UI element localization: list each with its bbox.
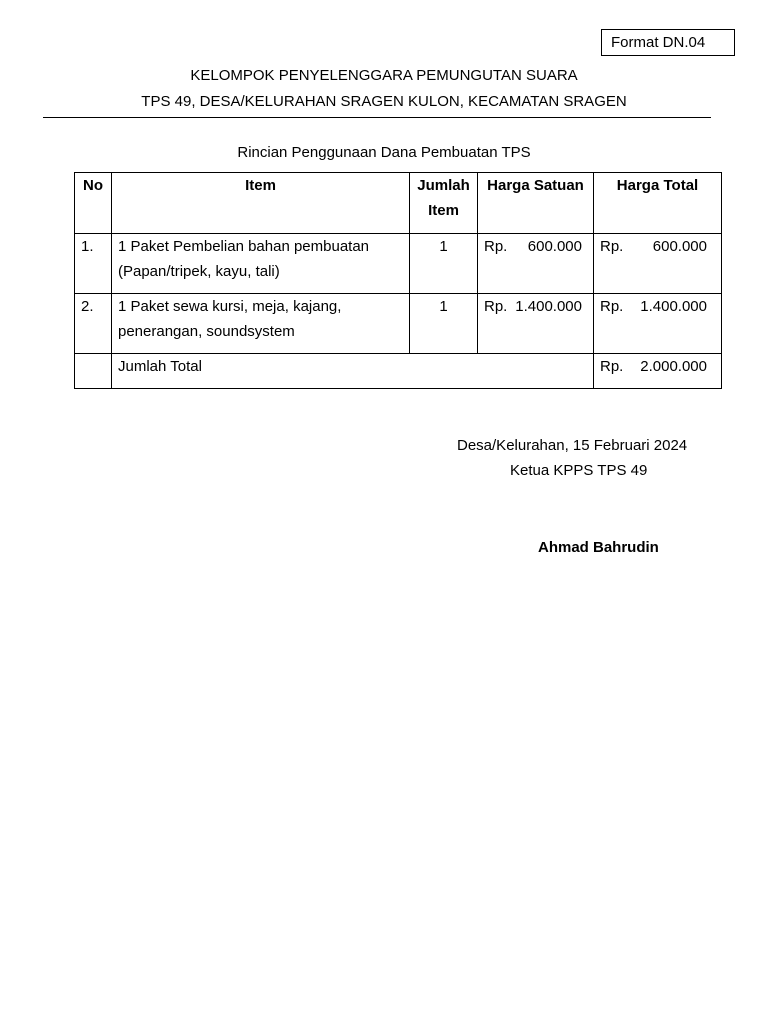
row-unit-amount: 600.000 <box>527 238 582 255</box>
table-row <box>75 294 722 354</box>
row-no: 2. <box>75 294 112 354</box>
sum-currency: Rp. <box>600 358 624 375</box>
header-organization: KELOMPOK PENYELENGGARA PEMUNGUTAN SUARA <box>190 67 578 84</box>
header-qty: Jumlah Item <box>410 173 478 234</box>
signature-role: Ketua KPPS TPS 49 <box>510 462 648 479</box>
row-item-line1: 1 Paket Pembelian bahan pembuatan <box>118 238 370 255</box>
row-unit-currency: Rp. <box>484 298 508 315</box>
row-total-price <box>594 234 722 294</box>
table-header-row <box>75 173 722 234</box>
sum-total <box>594 354 722 389</box>
row-item-line2: (Papan/tripek, kayu, tali) <box>118 263 280 280</box>
expense-table <box>74 172 722 389</box>
row-unit-price <box>478 294 594 354</box>
header-total-price: Harga Total <box>594 173 722 234</box>
table-sum-row <box>75 354 722 389</box>
row-item <box>112 294 410 354</box>
row-item <box>112 234 410 294</box>
header-divider <box>43 117 711 118</box>
row-qty: 1 <box>410 294 478 354</box>
row-total-currency: Rp. <box>600 298 624 315</box>
row-total-price <box>594 294 722 354</box>
format-code-box: Format DN.04 <box>601 29 735 56</box>
row-no: 1. <box>75 234 112 294</box>
row-total-amount: 600.000 <box>652 238 707 255</box>
row-unit-price <box>478 234 594 294</box>
header-item: Item <box>112 173 410 234</box>
row-total-amount: 1.400.000 <box>640 298 707 315</box>
row-item-line2: penerangan, soundsystem <box>118 323 295 340</box>
table-row <box>75 234 722 294</box>
row-unit-currency: Rp. <box>484 238 508 255</box>
row-qty: 1 <box>410 234 478 294</box>
header-no: No <box>75 173 112 234</box>
signature-name: Ahmad Bahrudin <box>538 539 659 556</box>
header-unit-price: Harga Satuan <box>478 173 594 234</box>
row-unit-amount: 1.400.000 <box>515 298 582 315</box>
header-location: TPS 49, DESA/KELURAHAN SRAGEN KULON, KECAMATAN SRAGEN <box>141 93 627 110</box>
table-title: Rincian Penggunaan Dana Pembuatan TPS <box>237 144 531 161</box>
sum-label: Jumlah Total <box>112 354 594 389</box>
sum-amount: 2.000.000 <box>640 358 707 375</box>
signature-place-date: Desa/Kelurahan, 15 Februari 2024 <box>457 437 688 454</box>
row-total-currency: Rp. <box>600 238 624 255</box>
row-item-line1: 1 Paket sewa kursi, meja, kajang, <box>118 298 342 315</box>
sum-no-empty <box>75 354 112 389</box>
